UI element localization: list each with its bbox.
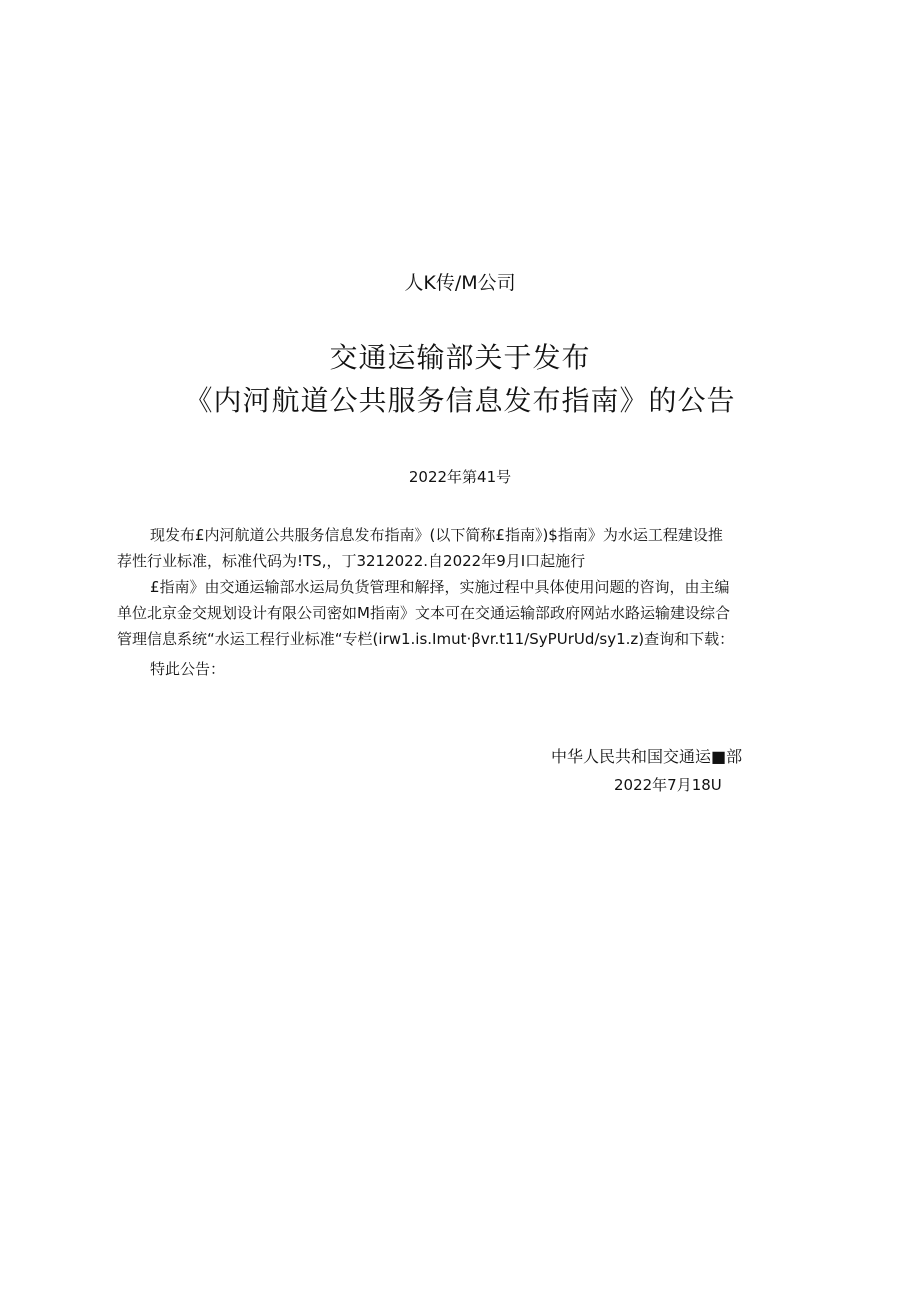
- agency-header: 人K传/M公司: [404, 272, 516, 294]
- issuing-authority: 中华人民共和国交通运■部: [551, 747, 743, 766]
- paragraph-1-line-1: 现发布£内河航道公共服务信息发布指南》(以下简称£指南》)$指南》为水运工程建设推: [150, 526, 723, 544]
- document-title-line-1: 交通运输部关于发布: [329, 341, 591, 374]
- paragraph-2-line-1: £指南》由交通运输部水运局负货管理和解择，实施过程中具体使用问题的咨询，由主编: [150, 578, 730, 596]
- closing-statement: 特此公告：: [150, 660, 226, 678]
- issue-date: 2022年7月18U: [614, 776, 722, 794]
- document-title-line-2: 《内河航道公共服务信息发布指南》的公告: [184, 384, 736, 417]
- document-number: 2022年第41号: [408, 468, 512, 486]
- paragraph-2-line-2: 单位北京金交规划设计有限公司密如M指南》文本可在交通运输部政府网站水路运输建设综合: [117, 604, 730, 622]
- paragraph-2-line-3: 管理信息系统“水运工程行业标准“专栏(irw1.is.Imut·βvr.t11∕SyPUrUd∕sy1.z)查询和下载：: [117, 630, 735, 648]
- paragraph-1-line-2: 荐性行业标准，标准代码为!TS,，丁3212022.自2022年9月I口起施行: [117, 552, 586, 570]
